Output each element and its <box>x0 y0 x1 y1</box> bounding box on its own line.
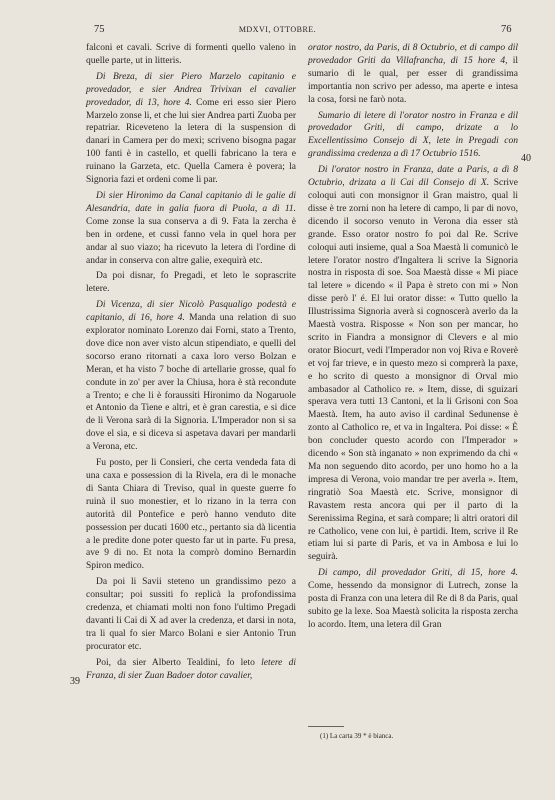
paragraph-text: Manda una relation di suo explorator nominato Lorenzo dai Forni, stato a Trento, dove dice non aver visto alcun stipendiato, e quelli del socorso erano ritornati a caxa loro verso Bolzan e Meran, et ha visto 7 boche di artellarie grosse, qual fo condute in zo' per aver la Chiusa, hora è stà recondute a Trento; e che li è foraussiti Hironimo da Nogaruole et Antonio da Tiene e altri, et è gran carestia, e si dice de li Verona sarà di la Signoria. L'Imperador non si sa dove el sia, e si diceva si aspetava davari per mandarli a Verona, etc. <box>86 313 296 453</box>
paragraph <box>86 190 296 267</box>
paragraph <box>308 164 518 564</box>
summary-heading: Sumario di letere di l'orator nostro in Franza e dil provedador Griti, di campo, drizate a lo Excellentissimo Consejo di X, lete in Pregadi con grandissima credenza a dì 17 Octubrio 1516. <box>308 110 518 160</box>
paragraph <box>86 299 296 454</box>
paragraph-heading: Di campo, dil provedador Griti, di 15, hore 4. <box>318 568 518 579</box>
paragraph-text: Fu posto, per li Consieri, che certa vendeda fata di una caxa e possession di la Rivela, era di le monache di Santa Chiara di Treviso, qual in queste guerre fo ruinà il suo monestier, et lo rizano in la terra con autorità dil Pontefice e però hanno venduto dite possession per ducati 1600 etc., pertanto sia dà licentia a le predite done poter questo far ut in parte. Fu presa, ave 9 di no. Et nota la comprò domino Bernardin Spiron medico. <box>86 458 296 572</box>
section-summary <box>308 110 518 162</box>
paragraph <box>86 270 296 296</box>
paragraph-heading: orator nostro, da Paris, di 8 Octubrio, et di campo dil provedador Griti da Villafrancha, di 15 hore 4, <box>308 43 518 66</box>
paragraph-text: Scrive coloqui auti con monsignor il Gran maistro, qual li disse è tre zorni non ha letere di campo, li par di novo, dicendo il socorso venuto in Verona dia esser stà grande. Esso orator nostro fo poi dal Re. Scrive coloqui auti insieme, qual a Soa Maestà li comunicò le letere l'orator nostro d'Ingaltera li scrive la Signoria nostra in risposta di soe. Soa Maestà disse « Mi piace tal letere » dicendo « il Papa è streto con mi » Non disse però l' é. El lui orator disse: « Tutto quello la Illustrissima Signoria averà si cognoscerà averlo da la Maestà vostra. Risposse « Non son per mancar, ho scrito in Fiandra a monsignor di Clevers e al mio orator Biocurt, vedi l'Imperador non voj Riva e Roverè et voj far trieve, e in questo mezo si comprerà la paxe, e ho scrito di questo a monsignor di Orval mio ambasador al Catholico re. » Item, disse, di sguizari sperava vera tutti 13 Cantoni, et la li Grisoni con Soa Maestà. Item, ha auto aviso il cardinal Sedunense è zonto al Catholico re, et va in Ingaltera. Poi disse: « È bon concluder questo acordo con l'Imperador » dicendo « Son stà inganato » non exprimendo da chi « Ma non seguendo dito acordo, per uno homo ho a la impresa di Verona, voio mandar tre per averla ». Item, ringratiò Soa Maestà etc. Scrive, monsignor di Ravastem resta ancora qui per il parto di la Serenissima Regina, et sarà compare; li altri oratori dil re Catholico, vene con lui, è partidi. Item, scrive il Re etiam lui si parte di Paris, et va in Ambosa e lui lo seguirà. <box>308 178 518 563</box>
paragraph <box>86 42 296 68</box>
paragraph <box>308 42 518 107</box>
paragraph-heading: Di Vicenza, di sier Nicolò Pasqualigo podestà e capitanio, di 16, hore 4. <box>86 300 296 324</box>
margin-number-left: 39 <box>70 676 80 687</box>
paragraph-text: Come, hessendo da monsignor di Lutrech, zonse la posta di Franza con una letera dil Re di 8 da Paris, qual subito ge la lexe. Soa Maestà solicita la risposta zercha lo acordo. Item, una letera dil Gran <box>308 581 518 630</box>
paragraph-text: Poi, da sier Alberto Tealdini, fo leto <box>96 657 262 668</box>
paragraph-text: il sumario di le qual, per esser di grandissima importantia non scrivo per adesso, ma aperte e intesa la cosa, forsi ne farò nota. <box>308 55 518 105</box>
paragraph <box>86 457 296 573</box>
page-number-right: 76 <box>501 24 512 35</box>
paragraph-text: Come zonse la sua conserva a dì 9. Fata la zercha è ben in ordene, et cussì fanno vela in quel hora per andar al suo viazo; ha ricevuto la letera di l'ordine di andar in conserva con altre galie, exequirà etc. <box>86 216 296 266</box>
paragraph-heading: Di l'orator nostro in Franza, date a Paris, a dì 8 Octubrio, drizata a li Cai dil Consejo di X. <box>308 165 518 189</box>
paragraph-heading: letere di Franza, di sier Zuan Badoer dotor cavalier, <box>86 657 296 681</box>
page-header <box>0 24 555 40</box>
paragraph-text: Come eri esso sier Piero Marzelo zonse li, et che lui sier Andrea parti Zuoba per repatriar. Riceveteno la letera di la suspension di danari in Camera per do mexi; scriveno bisogna pagar 100 fanti è in castello, et quelli fabricano la tera e ruinano la Garzeta, etc. Quella Camera è povera; la Signoria fazi et ordeni come li par. <box>86 97 297 186</box>
margin-number-right: 40 <box>521 153 531 164</box>
paragraph <box>308 567 518 632</box>
running-head: MDXVI, OTTOBRE. <box>238 25 317 34</box>
paragraph-heading: Di sier Hironimo da Canal capitanio di le galie di Alesandria, date in galia fuora di Puola, a dì 11. <box>86 190 296 214</box>
paragraph-heading: Di Breza, di sier Piero Marzelo capitanio e provedador, e sier Andrea Trivixan el cavalier provedador, di 13, hore 4. <box>86 71 296 108</box>
paragraph <box>86 657 296 683</box>
page-number-left: 75 <box>94 24 105 35</box>
paragraph <box>86 71 296 187</box>
footnote-rule <box>308 726 344 727</box>
paragraph-text: falconi et cavali. Scrive di formenti quello valeno in quelle parte, ut in litteris. <box>86 43 296 66</box>
paragraph <box>86 576 296 653</box>
paragraph-text: Da poi li Savii steteno un grandissimo pezo a consultar; poi sussiti fo replicà la profondissima credenza, et chiamati molti non fono l'ultimo Pregadi davanti li Cai di X ad aver la credenza, et darsi in nota, tra li qual fo sier Marco Bolani e sier Antonio Trun procurator etc. <box>86 577 296 652</box>
footnote: (1) La carta 39 * è bianca. <box>320 732 394 740</box>
left-column <box>86 42 296 686</box>
paragraph-text: Da poi disnar, fo Pregadi, et leto le soprascrite letere. <box>86 271 296 295</box>
right-column <box>308 42 518 635</box>
